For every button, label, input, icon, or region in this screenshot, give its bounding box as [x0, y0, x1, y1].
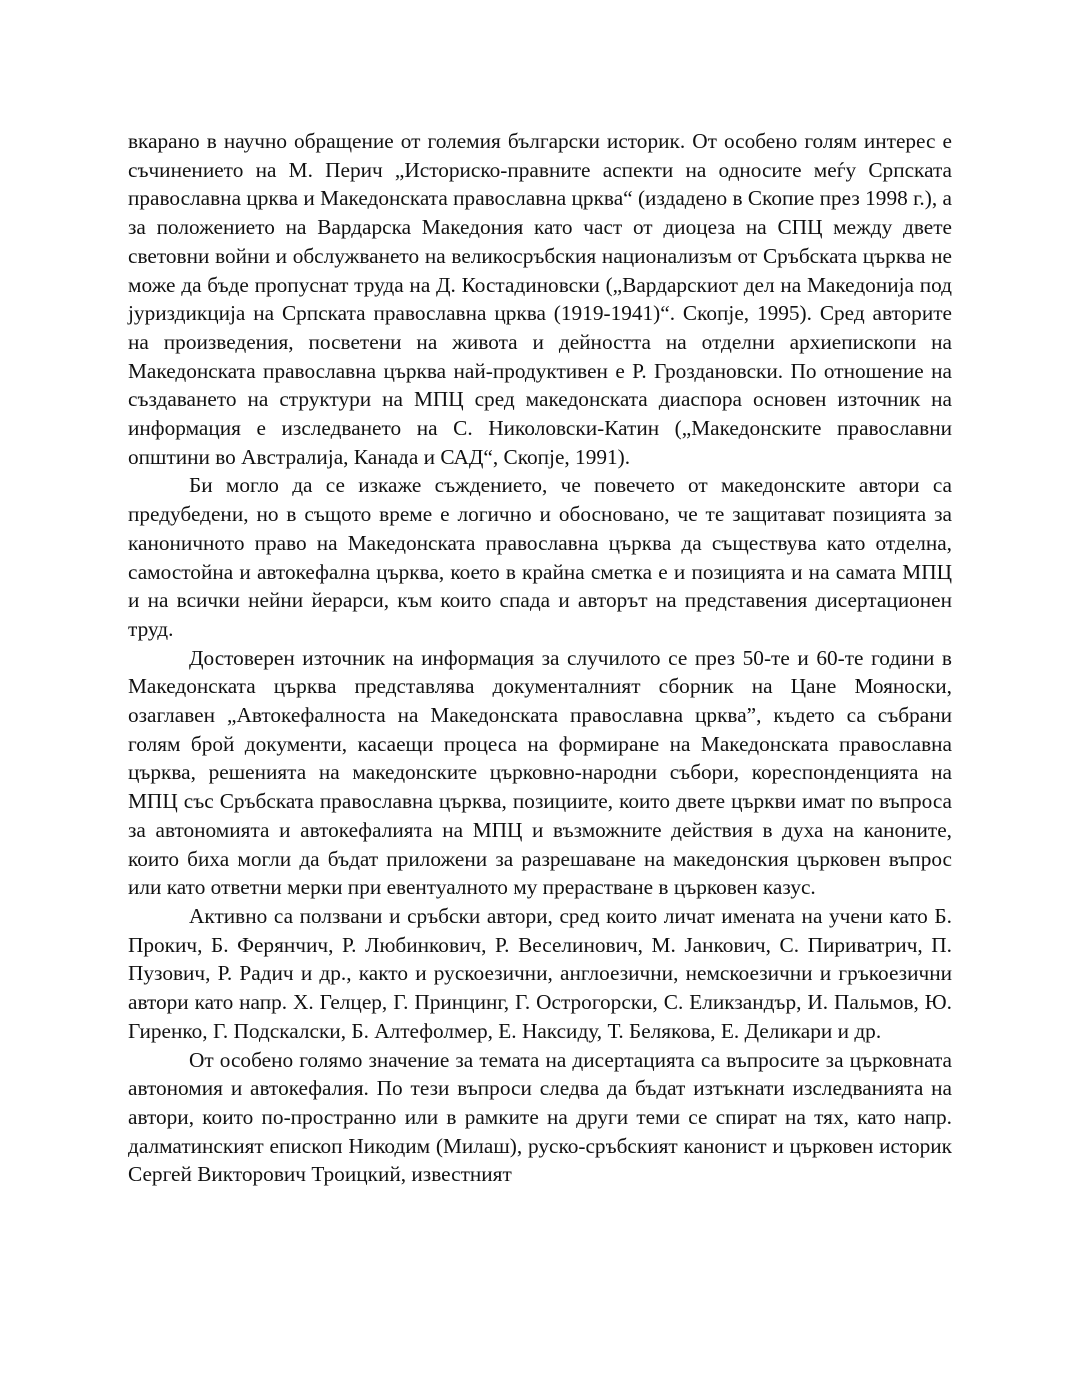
paragraph-macedonian-authors-bias: Би могло да се изкаже съждението, че повечето от македонските автори са предубедени, но в същото време е логично и обосновано, че те защитават позицията за каноничното право на Македонската православна църква да съществува като отделна, самостойна и автокефална църква, което в крайна сметка е и позицията и на самата МПЦ и на всички нейни йерарси, към които спада и авторът на представения дисертационен труд. — [128, 473, 952, 641]
paragraph-autonomy-autocephaly: От особено голямо значение за темата на дисертацията са въпросите за църковната автономия и автокефалия. По тези въпроси следва да бъдат изтъкнати изследванията на автори, които по-пространно или в рамките на други теми се спират на тях, като напр. далматинският епископ Никодим (Милаш), руско-сръбският канонист и църковен историк Сергей Викторович Троицкий, известният — [128, 1047, 952, 1187]
paragraph-continuation: вкарано в научно обращение от големия български историк. От особено голям интерес е съчинението на М. Перич „Историско-правните аспекти на односите меѓу Српската православна црква и Македонската православна црква“ (издадено в Скопие през 1998 г.), а за положението на Вардарска Македония като част от диоцеза на СПЦ между двете световни войни и обслужването на великосръбския национализъм от Сръбската църква не може да бъде пропуснат труда на Д. Костадиновски („Вардарскиот дел на Македонија под јуриздикција на Српската православна црква (1919-1941)“. Скопје, 1995). Сред авторите на произведения, посветени на живота и дейността на отделни архиепископи на Македонската православна църква най-продуктивен е Р. Грозданoвски. По отношение на създаването на структури на МПЦ сред македонската диаспора основен източник на информация е изследването на С. Николовски-Катин („Македонските православни општини во Австралија, Канада и САД“, Скопје, 1991). — [128, 129, 952, 469]
document-page — [128, 127, 952, 1189]
paragraph-serbian-and-foreign-authors: Активно са ползвани и сръбски автори, сред които личат имената на учени като Б. Прокич, Б. Ферянчич, Р. Любинкович, Р. Веселинович, М. Јанкович, С. Пириватрич, П. Пузович, Р. Радич и др., както и рускоезични, англоезични, немскоезични и гръкоезични автори като напр. Х. Гелцер, Г. Принцинг, Г. Острогорски, С. Еликзандър, И. Пальмов, Ю. Гиренко, Г. Подскалски, Б. Алтефолмер, Е. Наксиду, Т. Белякова, Е. Деликари и др. — [128, 903, 952, 1043]
paragraph-moyanoski-collection: Достоверен източник на информация за случилото се през 50-те и 60-те години в Македонската църква представлява документалният сборник на Цане Мояноски, озаглавен „Автокефалноста на Македонската православна црква”, където са събрани голям брой документи, касаещи процеса на формиране на Македонската православна църква, решенията на македонските църковно-народни събори, кореспонденцията на МПЦ със Сръбската православна църква, позициите, които двете църкви имат по въпроса за автономията и автокефалията на МПЦ и възможните действия в духа на каноните, които биха могли да бъдат приложени за разрешаване на македонския църковен въпрос или като ответни мерки при евентуалното му прерастване в църковен казус. — [128, 645, 952, 900]
